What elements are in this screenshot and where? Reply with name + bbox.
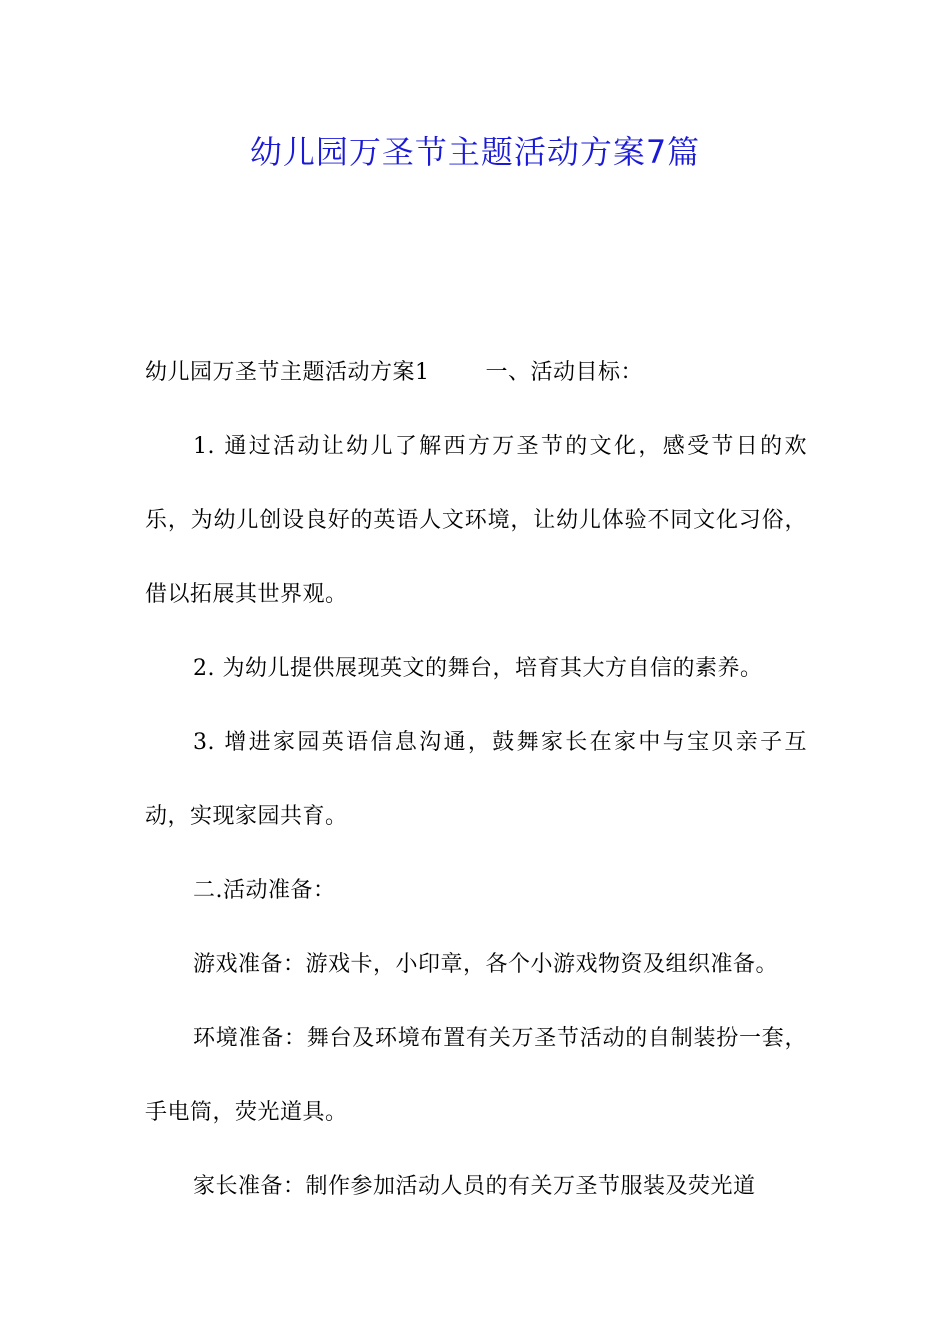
section-heading-goals: 一、活动目标：	[485, 360, 644, 385]
paragraph-environment-prep: 环境准备：舞台及环境布置有关万圣节活动的自制装扮一套，手电筒，荧光道具。	[145, 1026, 807, 1125]
paragraph-goal-1: 1. 通过活动让幼儿了解西方万圣节的文化，感受节日的欢乐，为幼儿创设良好的英语人文环境，让幼儿体验不同文化习俗，借以拓展其世界观。	[145, 434, 807, 607]
section-heading-preparation: 二.活动准备：	[193, 878, 336, 903]
document-body	[145, 336, 807, 1224]
document-title: 幼儿园万圣节主题活动方案7篇	[249, 133, 701, 171]
paragraph-game-prep: 游戏准备：游戏卡，小印章，各个小游戏物资及组织准备。	[193, 952, 779, 977]
paragraph-parent-prep: 家长准备：制作参加活动人员的有关万圣节服装及荧光道	[193, 1174, 756, 1199]
paragraph-plan-heading	[145, 336, 807, 410]
plan-heading-label: 幼儿园万圣节主题活动方案1	[145, 360, 430, 385]
paragraph-goal-3: 3. 增进家园英语信息沟通，鼓舞家长在家中与宝贝亲子互动，实现家园共育。	[145, 730, 807, 829]
paragraph-goal-2: 2. 为幼儿提供展现英文的舞台，培育其大方自信的素养。	[193, 656, 763, 681]
